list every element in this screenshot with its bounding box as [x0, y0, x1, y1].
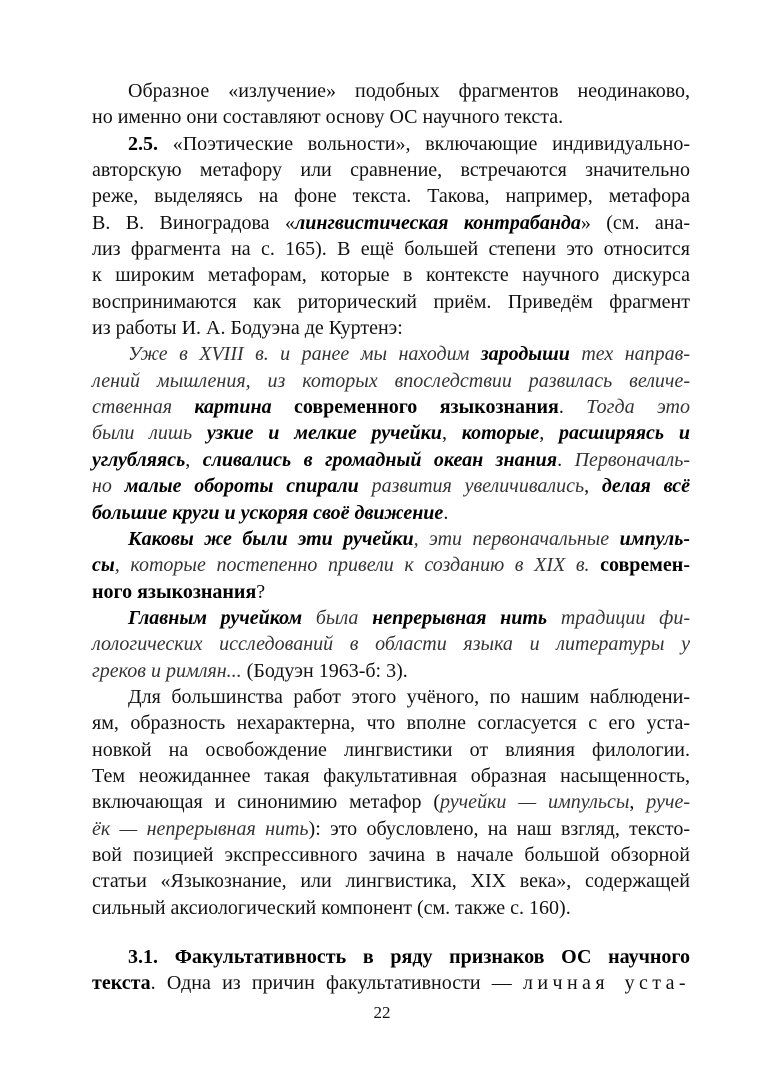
text-run: греков и римлян... [92, 659, 242, 682]
text-run [272, 396, 294, 418]
text-run: современного языкознания [294, 396, 559, 419]
text-run: Уже в XVIII в. и ранее мы находим [128, 343, 481, 366]
text-line [92, 183, 690, 209]
text-line [92, 473, 690, 499]
text-run: которые [461, 422, 540, 445]
text-run: была [302, 606, 373, 629]
text-line [92, 579, 690, 605]
text-run: . [558, 396, 587, 419]
text-line [92, 684, 690, 710]
text-run: малые обороты спирали [124, 475, 359, 498]
text-run: картина [194, 396, 272, 419]
text-run: авторскую метафору или сравнение, встречаются значительно [92, 159, 690, 182]
text-line [92, 552, 690, 578]
text-line [92, 104, 690, 130]
text-line [92, 289, 690, 315]
text-run: сильный аксиологический компонент (см. также с. 160). [92, 896, 571, 919]
text-line [92, 78, 690, 104]
text-line [92, 315, 690, 341]
text-run: современ- [600, 554, 690, 577]
text-line [92, 895, 690, 921]
text-run: статьи «Языкознание, или лингвистика, XIX века», содержащей [92, 870, 690, 893]
text-paragraph [92, 684, 690, 921]
text-run: импуль- [619, 527, 690, 550]
text-run: , эти первоначальные [413, 527, 620, 550]
text-paragraph [92, 944, 690, 997]
quotation-paragraph [92, 341, 690, 525]
text-run: лологических исследований в области языка и литературы у [92, 633, 690, 656]
text-run: , [185, 448, 203, 471]
quotation-paragraph [92, 526, 690, 605]
text-run: руче- [646, 791, 690, 814]
text-run: Для большинства работ этого учёного, по нашим наблюдени- [128, 685, 690, 708]
text-run: вой позицией экспрессивного зачина в начале большой обзорной [92, 843, 690, 866]
text-run: Тогда это [586, 396, 690, 419]
text-run: зародыши [480, 343, 570, 366]
text-run: . [557, 448, 575, 471]
text-run: Образное «излучение» подобных фрагментов неодинаково, [128, 80, 690, 102]
text-run: , [539, 422, 560, 445]
text-run: , [441, 422, 462, 445]
text-run: но именно они составляют основу ОС научного текста. [92, 106, 564, 129]
text-run: развития увеличивались [358, 475, 585, 498]
text-run: воспринимаются как риторический приём. Приведём фрагмент [92, 290, 690, 313]
text-line [92, 631, 690, 657]
text-run: узкие и мелкие ручейки [206, 422, 442, 445]
text-run: Тем неожиданнее такая факультативная образная насыщенность, [92, 764, 690, 787]
text-line [92, 368, 690, 394]
text-paragraph [92, 78, 690, 131]
text-run: текста [92, 972, 151, 995]
text-run: углубляясь [92, 448, 186, 471]
text-line [92, 816, 690, 842]
text-line [92, 526, 690, 552]
text-run: Первоначаль- [574, 448, 691, 471]
text-run: » (см. ана- [580, 211, 690, 234]
text-run: реже, выделяясь на фоне текста. Такова, например, метафора [92, 185, 690, 208]
quotation-paragraph [92, 605, 690, 684]
text-line [92, 447, 690, 473]
text-run: . Одна из причин факультативности — [150, 972, 524, 995]
text-line [92, 842, 690, 868]
text-run: новкой на освобождение лингвистики от влияния филологии. [92, 738, 690, 761]
text-run: В. В. Виноградова « [92, 211, 295, 234]
text-run: из работы И. А. Бодуэна де Куртенэ: [92, 317, 403, 340]
text-run: лиз фрагмента на с. 165). В ещё большей степени это относится [92, 238, 690, 261]
text-line [92, 341, 690, 367]
text-line [92, 710, 690, 736]
text-run: ручейки — импульсы [440, 791, 630, 814]
text-line [92, 157, 690, 183]
text-run: большие круги и ускоряя своё движение [92, 501, 444, 524]
section-spacer [92, 921, 690, 944]
text-run: сы [92, 554, 115, 577]
text-run: ёк — непрерывная нить [92, 817, 309, 840]
text-line [92, 605, 690, 631]
text-run: ): это обусловлено, на наш взгляд, тексто- [308, 817, 690, 840]
text-line [92, 131, 690, 157]
text-line [92, 262, 690, 288]
text-run: традиции фи- [547, 606, 691, 629]
text-line [92, 868, 690, 894]
text-paragraph [92, 131, 690, 342]
text-run: к широким метафорам, которые в контексте научного дискурса [92, 264, 690, 287]
text-run: ям, образность нехарактерна, что вполне согласуется с его уста- [92, 712, 690, 735]
text-run: тех направ- [569, 343, 690, 366]
text-run: делая всё [601, 475, 691, 498]
text-run: сливались в громадный океан знания [202, 448, 558, 471]
text-line [92, 658, 690, 684]
page-body [92, 78, 690, 997]
text-run: «Поэтические вольности», включающие индивидуально- [158, 132, 690, 155]
text-run: ственная [92, 396, 195, 419]
text-run: , [629, 791, 647, 814]
text-line [92, 420, 690, 446]
text-run: лингвистическая контрабанда [294, 211, 581, 234]
text-run: . [443, 501, 449, 524]
text-run: лений мышления, из которых впоследствии развилась величе- [92, 369, 690, 392]
text-run: 2.5. [128, 132, 158, 155]
text-run: расширяясь и [559, 422, 691, 445]
text-run: ? [256, 580, 266, 603]
text-line [92, 236, 690, 262]
text-run: непрерывная нить [372, 606, 548, 629]
text-run: личная уста- [523, 972, 690, 995]
text-run: , которые постепенно привели к созданию в XIX в. [114, 554, 601, 577]
text-line [92, 210, 690, 236]
text-run: Каковы же были эти ручейки [128, 527, 414, 550]
text-run: но [92, 475, 125, 498]
text-line [92, 394, 690, 420]
text-line [92, 789, 690, 815]
text-run: включающая и синонимию метафор ( [92, 791, 441, 814]
text-line [92, 737, 690, 763]
text-line [92, 500, 690, 526]
text-run: 3.1. Факультативность в ряду признаков ОС научного [128, 946, 690, 968]
text-line [92, 970, 690, 996]
page-number: 22 [373, 1003, 391, 1022]
text-run: (Бодуэн 1963-б: 3). [241, 659, 408, 682]
text-run: Главным ручейком [128, 606, 303, 629]
text-line [92, 944, 690, 970]
text-run: ного языкознания [92, 580, 257, 603]
text-line [92, 763, 690, 789]
text-run: были лишь [92, 422, 207, 445]
text-run: , [584, 475, 602, 498]
